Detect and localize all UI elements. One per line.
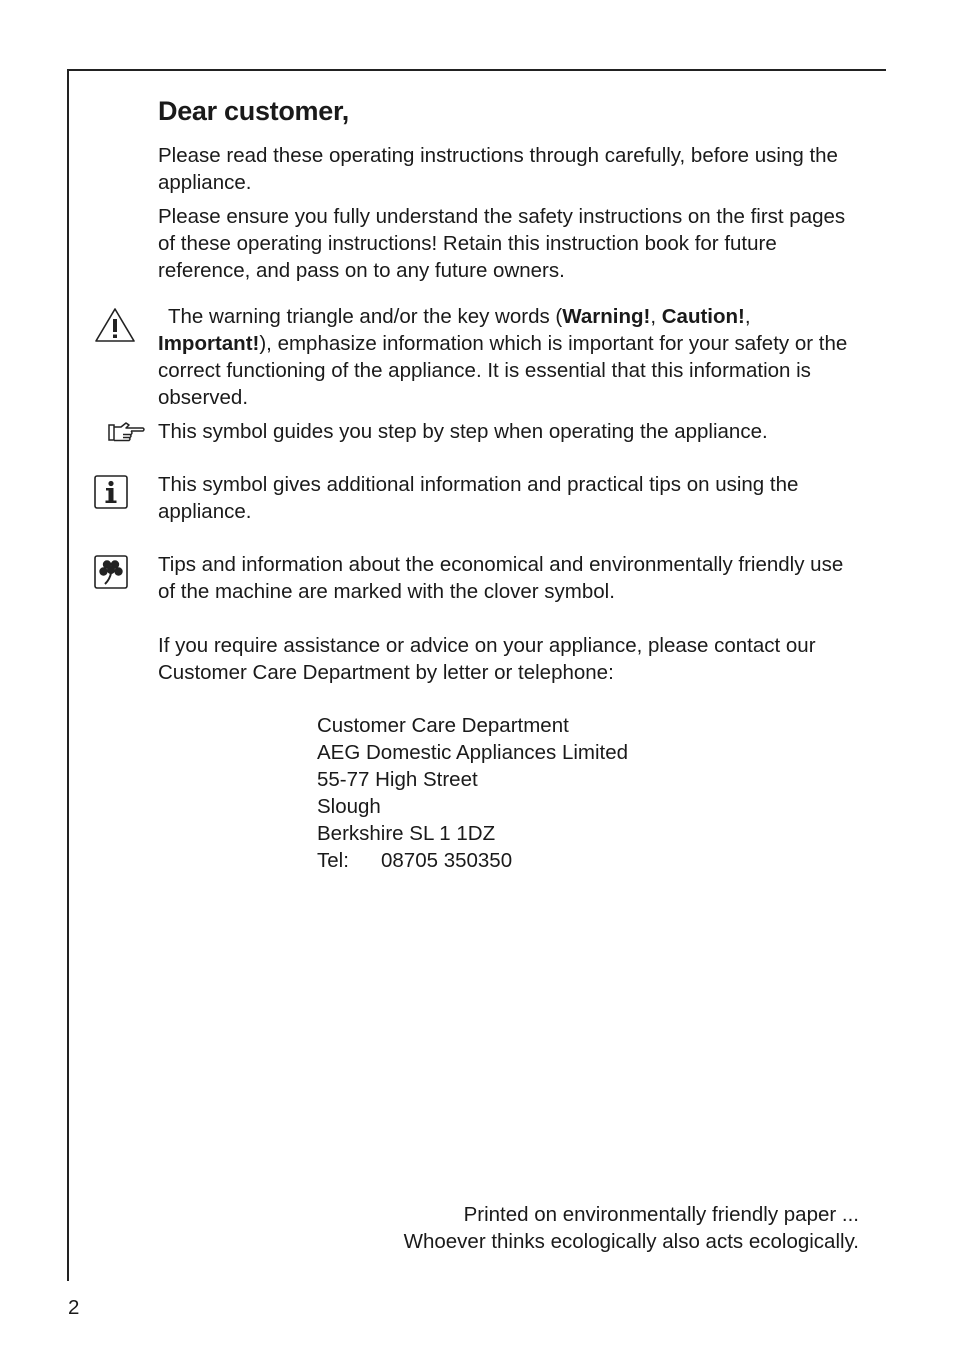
keyword-caution: Caution! <box>661 305 745 328</box>
warning-paragraph <box>158 303 863 411</box>
address-line-company: AEG Domestic Appliances Limited <box>317 741 629 764</box>
contact-paragraph: If you require assistance or advice on your appliance, please contact our Customer Care Department by letter or telephone: <box>158 634 816 684</box>
address-line-county-postcode: Berkshire SL 1 1DZ <box>317 822 496 845</box>
telephone-label: Tel: <box>317 849 349 872</box>
info-paragraph: This symbol gives additional information and practical tips on using the appliance. <box>158 473 799 523</box>
footer-note <box>404 1201 859 1255</box>
page-title: Dear customer, <box>158 96 349 126</box>
footer-line-1: Printed on environmentally friendly paper ... <box>463 1203 859 1226</box>
warning-text-prefix: The warning triangle and/or the key words ( <box>168 305 563 328</box>
warning-text-suffix: ), emphasize information which is important for your safety or the correct functioning of the appliance. It is essential that this information is observed. <box>158 332 848 409</box>
keyword-important: Important! <box>158 332 260 355</box>
eco-paragraph: Tips and information about the economical and environmentally friendly use of the machine are marked with the clover symbol. <box>158 553 844 603</box>
telephone-number: 08705 350350 <box>381 849 513 872</box>
warning-triangle-icon <box>93 306 137 344</box>
warning-separator-2: , <box>744 305 751 328</box>
left-margin-rule <box>67 69 69 1281</box>
address-line-department: Customer Care Department <box>317 714 569 737</box>
page-number: 2 <box>68 1296 80 1319</box>
address-telephone <box>317 847 628 874</box>
intro-paragraph-2: Please ensure you fully understand the safety instructions on the first pages of these operating instructions! Retain this instruction book for future reference, and pass on to any future owners. <box>158 205 846 282</box>
warning-separator-1: , <box>650 305 662 328</box>
address-line-street: 55-77 High Street <box>317 768 478 791</box>
keyword-warning: Warning! <box>562 305 651 328</box>
top-rule <box>68 69 886 71</box>
clover-icon <box>94 555 128 589</box>
pointing-hand-icon <box>107 420 147 444</box>
intro-paragraph-1: Please read these operating instructions through carefully, before using the appliance. <box>158 144 838 194</box>
address-block <box>317 712 628 874</box>
footer-line-2: Whoever thinks ecologically also acts ecologically. <box>403 1230 859 1253</box>
step-paragraph: This symbol guides you step by step when operating the appliance. <box>158 420 768 443</box>
address-line-town: Slough <box>317 795 381 818</box>
info-icon <box>94 475 128 509</box>
